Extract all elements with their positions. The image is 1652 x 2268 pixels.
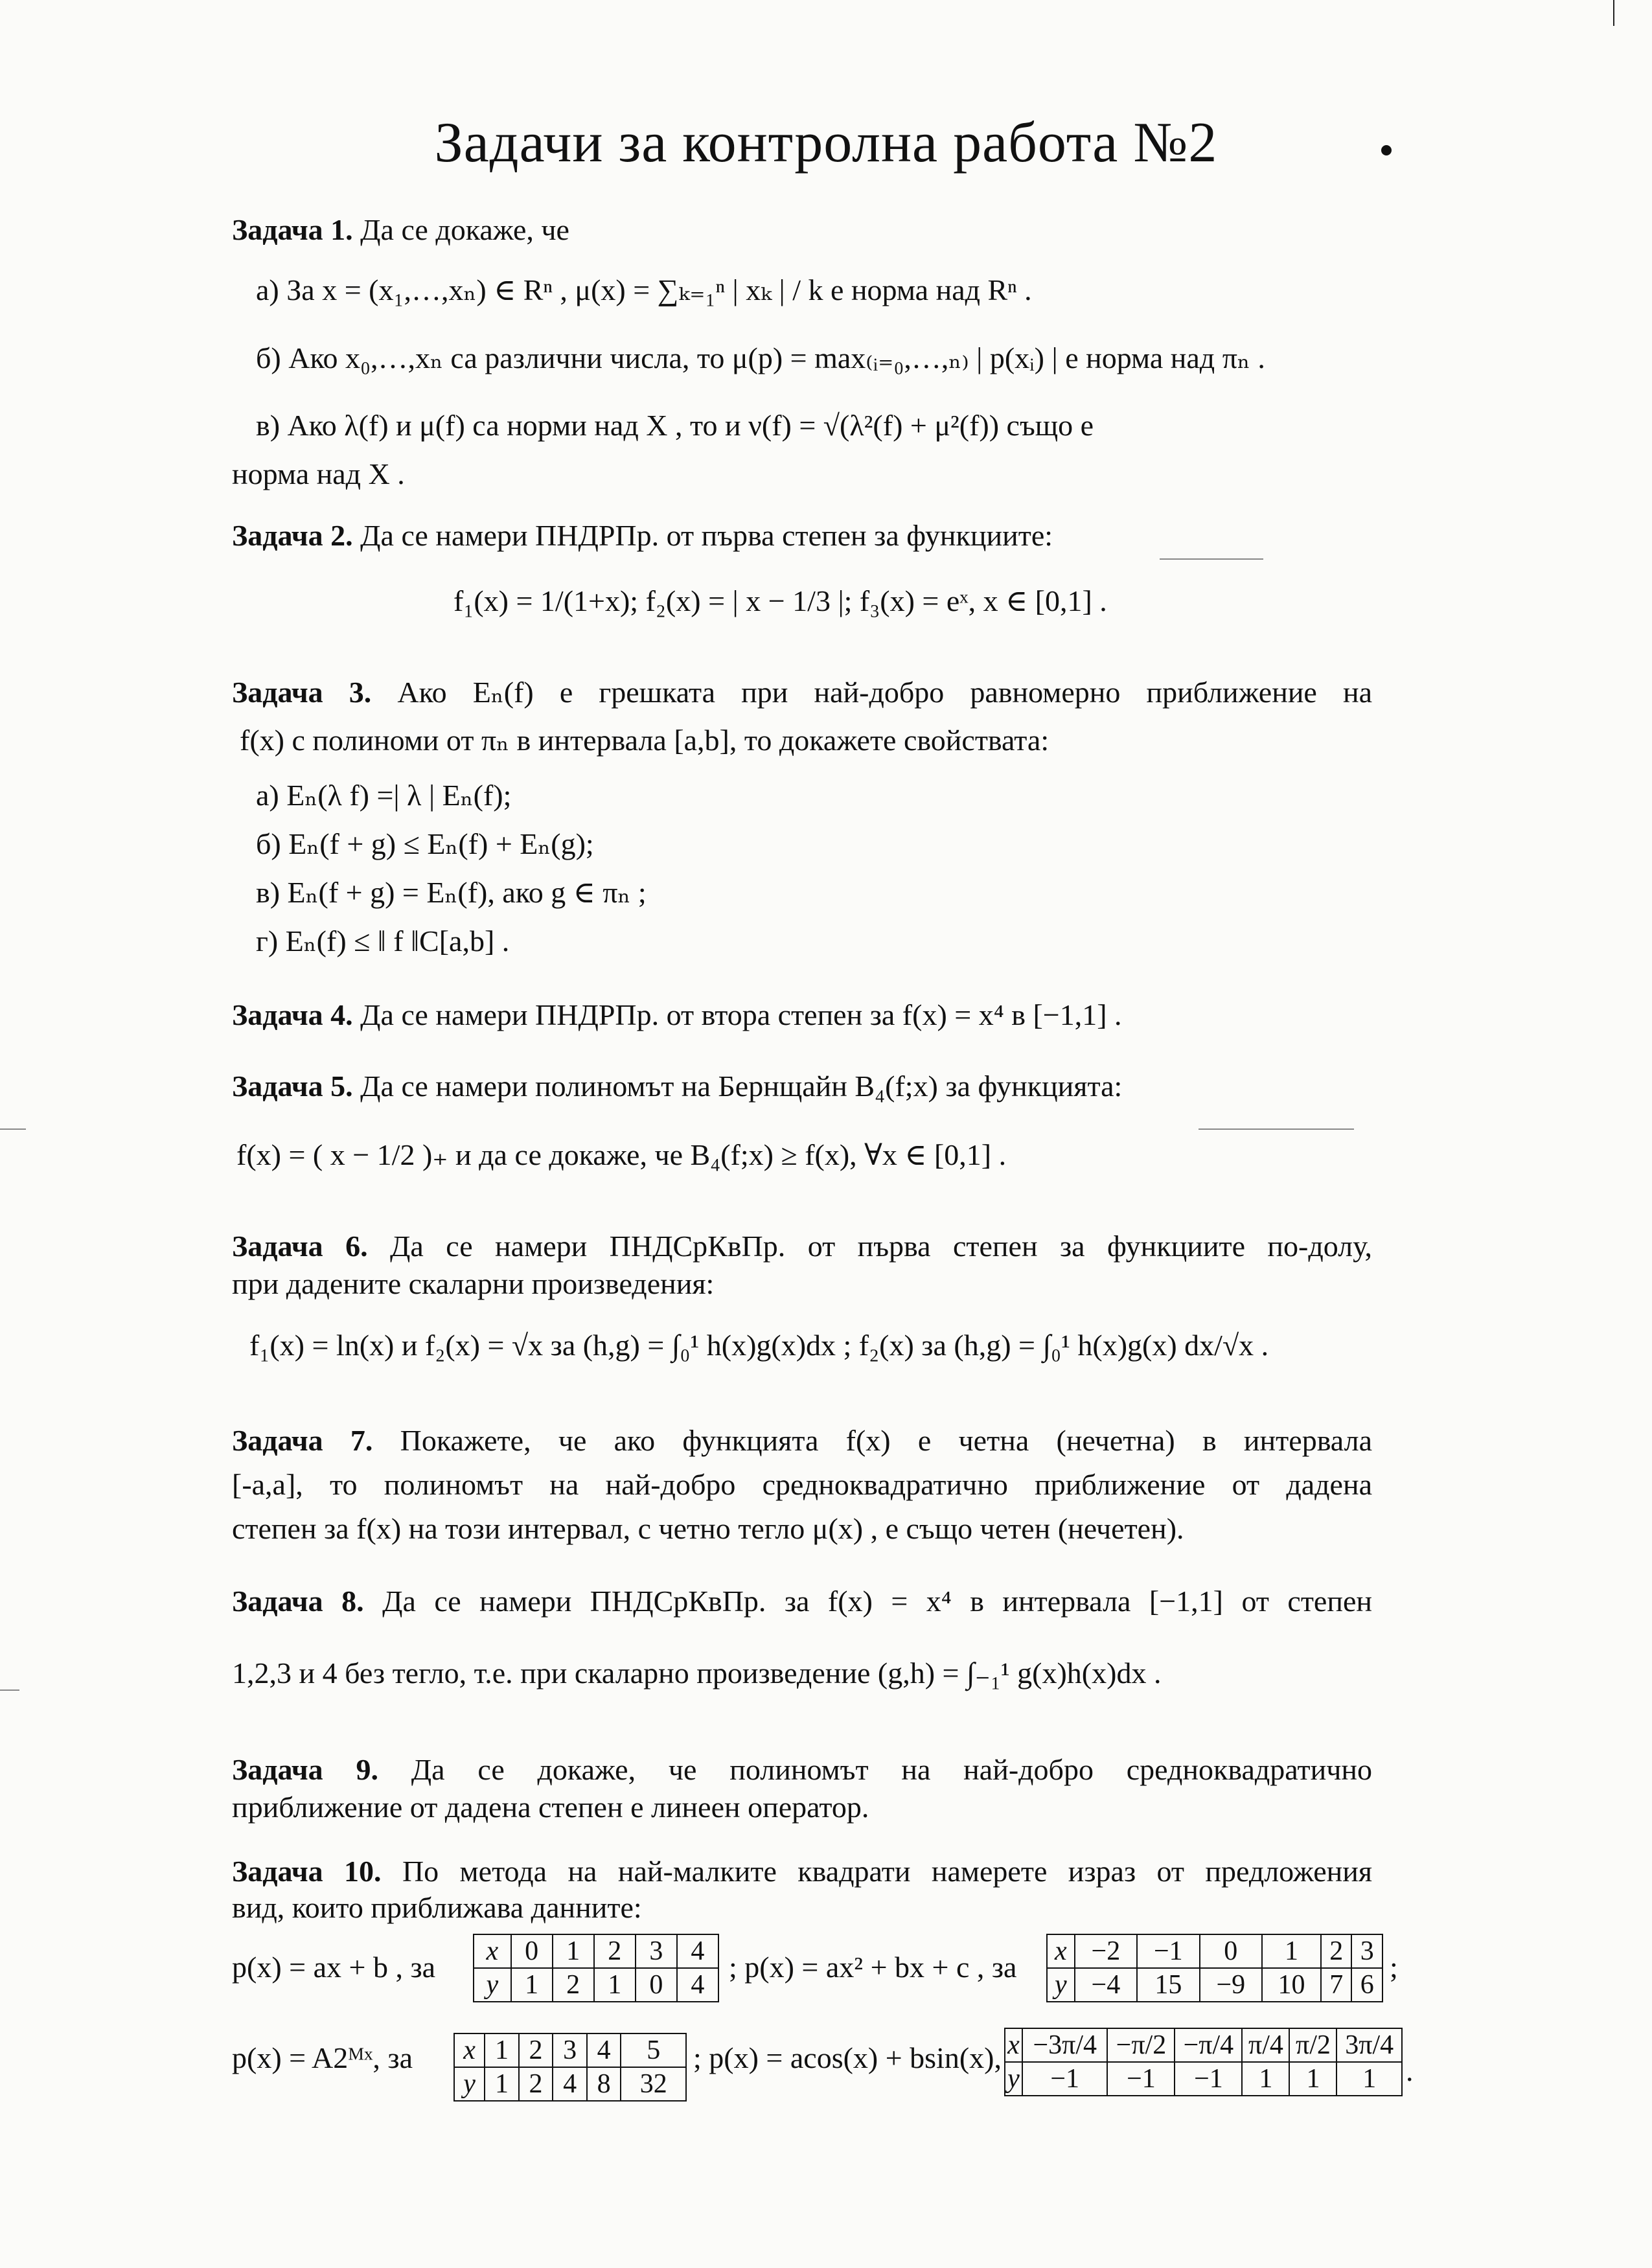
table-cell: 6 [1351,1968,1382,2002]
task-3-a: а) Eₙ(λ f) =| λ | Eₙ(f); [256,779,512,812]
table-cell: 10 [1262,1968,1321,2002]
table-cell: 4 [587,2033,621,2067]
table-cell: −1 [1137,1934,1199,1968]
table-row-x [1047,1934,1382,1968]
task-1-c: в) Ако λ(f) и μ(f) са норми над X , то и ν(f) = √(λ²(f) + μ²(f)) също е [256,409,1094,442]
task-2-line [232,518,1053,553]
task-1-b: б) Ако x₀,…,xₙ са различни числа, то μ(p) = max₍ᵢ₌₀,…,ₙ₎ | p(xᵢ) | е норма над πₙ . [256,341,1265,374]
data-table-1 [473,1934,719,2002]
table-cell: π/4 [1242,2028,1289,2062]
task-7-line-2: [-a,a], то полиномът на най-добро средноквадратично приближение от дадена [232,1468,1372,1501]
table-row-y [474,1968,718,2002]
task-8-text-1: Да се намери ПНДСрКвПр. за f(x) = x⁴ в интервала [−1,1] от степен [382,1585,1372,1618]
table-cell: x [454,2033,485,2067]
task-3-d: г) Eₙ(f) ≤ ‖ f ‖C[a,b] . [256,924,510,957]
table-cell: 2 [519,2067,553,2101]
table-cell: 0 [636,1968,677,2002]
task-9-line-2: приближение от дадена степен е линеен оператор. [232,1791,869,1824]
table-cell: y [474,1968,511,2002]
table-cell: 3 [1351,1934,1382,1968]
table-cell: 1 [553,1934,594,1968]
table-cell: 3 [553,2033,587,2067]
task-9-line-1 [232,1751,1372,1789]
task-8-line-2: 1,2,3 и 4 без тегло, т.е. при скаларно произведение (g,h) = ∫₋₁¹ g(x)h(x)dx . [232,1656,1162,1690]
task-1-intro-line [232,212,569,247]
table-cell: 4 [677,1934,718,1968]
task-4-line [232,998,1122,1032]
pencil-mark [1160,558,1263,560]
task-5-line [232,1069,1122,1103]
task-5-text: Да се намери полиномът на Бернщайн B₄(f;x) за функцията: [360,1070,1123,1103]
table-cell: 1 [511,1968,553,2002]
table-cell: −1 [1175,2062,1242,2096]
table-cell: π/2 [1289,2028,1337,2062]
table-cell: 1 [485,2033,519,2067]
table-cell: 2 [519,2033,553,2067]
table-cell: y [1047,1968,1075,2002]
task-3-heading: Задача 3. [232,676,372,709]
table-cell: −4 [1075,1968,1137,2002]
table-row-y [454,2067,686,2101]
semicolon: ; [1390,1951,1398,1984]
table-cell: y [454,2067,485,2101]
table-cell: 7 [1321,1968,1352,2002]
table-cell: x [1047,1934,1075,1968]
table-row-x [474,1934,718,1968]
table-row-y [1005,2062,1402,2096]
task-1-a: а) За x = (x₁,…,xₙ) ∈ Rⁿ , μ(x) = ∑ₖ₌₁ⁿ | xₖ | / k е норма над Rⁿ . [256,273,1032,306]
task-10-model-3: p(x) = A2ᴹˣ, за [232,2041,413,2074]
table-row-x [1005,2028,1402,2062]
task-10-model-4: ; p(x) = acos(x) + bsin(x), [693,2041,1002,2074]
table-cell: 0 [511,1934,553,1968]
table-cell: 4 [553,2067,587,2101]
task-1-intro: Да се докаже, че [360,213,569,246]
task-2-text: Да се намери ПНДРПр. от първа степен за функциите: [360,519,1053,552]
table-cell: 3 [636,1934,677,1968]
task-6-heading: Задача 6. [232,1230,368,1263]
table-cell: 1 [1242,2062,1289,2096]
task-10-model-2: ; p(x) = ax² + bx + c , за [729,1951,1017,1984]
scan-edge-mark-left [0,1690,19,1691]
task-8-heading: Задача 8. [232,1585,364,1618]
table-cell: −π/2 [1107,2028,1175,2062]
ink-dot [1381,145,1392,155]
task-1-heading: Задача 1. [232,213,353,246]
task-10-heading: Задача 10. [232,1855,382,1888]
table-cell: 1 [1337,2062,1402,2096]
table-cell: −1 [1022,2062,1107,2096]
task-1-c-cont: норма над X . [232,457,405,490]
task-7-text-1: Покажете, че ако функцията f(x) е четна (нечетна) в интервала [400,1424,1372,1457]
task-10-model-1: p(x) = ax + b , за [232,1951,436,1984]
table-cell: 3π/4 [1337,2028,1402,2062]
task-3-c: в) Eₙ(f + g) = Eₙ(f), ако g ∈ πₙ ; [256,876,647,909]
pencil-mark [1199,1128,1354,1130]
task-7-line-1 [232,1422,1372,1460]
task-3-text-1: Ако Eₙ(f) е грешката при най-добро равномерно приближение на [397,676,1373,709]
task-7-heading: Задача 7. [232,1424,373,1457]
task-4-heading: Задача 4. [232,998,353,1031]
table-cell: 2 [553,1968,594,2002]
table-cell: 1 [594,1968,636,2002]
task-3-line-1 [232,674,1372,711]
table-cell: 4 [677,1968,718,2002]
data-table-4 [1004,2028,1403,2096]
table-cell: −1 [1107,2062,1175,2096]
task-8-line-1 [232,1583,1372,1620]
table-cell: 2 [594,1934,636,1968]
table-cell: −2 [1075,1934,1137,1968]
table-cell: 15 [1137,1968,1199,2002]
table-cell: 32 [621,2067,686,2101]
task-5-function: f(x) = ( x − 1/2 )₊ и да се докаже, че B₄(f;x) ≥ f(x), ∀x ∈ [0,1] . [236,1138,1007,1171]
period: . [1406,2054,1414,2087]
task-10-text-1: По метода на най-малките квадрати намерете израз от предложения [402,1855,1373,1888]
scan-edge-mark [1613,0,1614,26]
task-9-text-1: Да се докаже, че полиномът на най-добро средноквадратично [411,1753,1372,1786]
task-5-heading: Задача 5. [232,1070,353,1103]
table-cell: y [1005,2062,1022,2096]
table-cell: 2 [1321,1934,1352,1968]
task-6-line-1 [232,1228,1372,1265]
table-cell: x [474,1934,511,1968]
table-cell: x [1005,2028,1022,2062]
table-cell: −π/4 [1175,2028,1242,2062]
task-3-b: б) Eₙ(f + g) ≤ Eₙ(f) + Eₙ(g); [256,827,594,860]
task-7-line-3: степен за f(x) на този интервал, с четно тегло μ(x) , е също четен (нечетен). [232,1512,1184,1545]
task-2-heading: Задача 2. [232,519,353,552]
table-cell: 1 [1289,2062,1337,2096]
table-row-x [454,2033,686,2067]
table-cell: 8 [587,2067,621,2101]
task-3-line-2: f(x) с полиноми от πₙ в интервала [a,b], то докажете свойствата: [240,724,1050,757]
table-cell: 5 [621,2033,686,2067]
task-6-functions: f₁(x) = ln(x) и f₂(x) = √x за (h,g) = ∫₀¹ h(x)g(x)dx ; f₂(x) за (h,g) = ∫₀¹ h(x)g(x) dx/√x . [249,1329,1269,1362]
data-table-3 [453,2033,687,2102]
page-title: Задачи за контролна работа №2 [434,111,1218,174]
table-row-y [1047,1968,1382,2002]
task-9-heading: Задача 9. [232,1753,378,1786]
data-table-2 [1046,1934,1383,2002]
task-10-line-2: вид, които приближава данните: [232,1891,642,1924]
table-cell: 1 [485,2067,519,2101]
task-2-functions: f₁(x) = 1/(1+x); f₂(x) = | x − 1/3 |; f₃(x) = eˣ, x ∈ [0,1] . [453,584,1107,617]
scan-edge-mark-left [0,1128,26,1130]
task-10-line-1 [232,1853,1372,1890]
table-cell: −9 [1200,1968,1262,2002]
table-cell: 0 [1200,1934,1262,1968]
table-cell: −3π/4 [1022,2028,1107,2062]
table-cell: 1 [1262,1934,1321,1968]
task-6-line-2: при дадените скаларни произведения: [232,1267,715,1300]
task-6-text-1: Да се намери ПНДСрКвПр. от първа степен за функциите по-долу, [390,1230,1373,1263]
task-4-text: Да се намери ПНДРПр. от втора степен за f(x) = x⁴ в [−1,1] . [360,998,1122,1031]
